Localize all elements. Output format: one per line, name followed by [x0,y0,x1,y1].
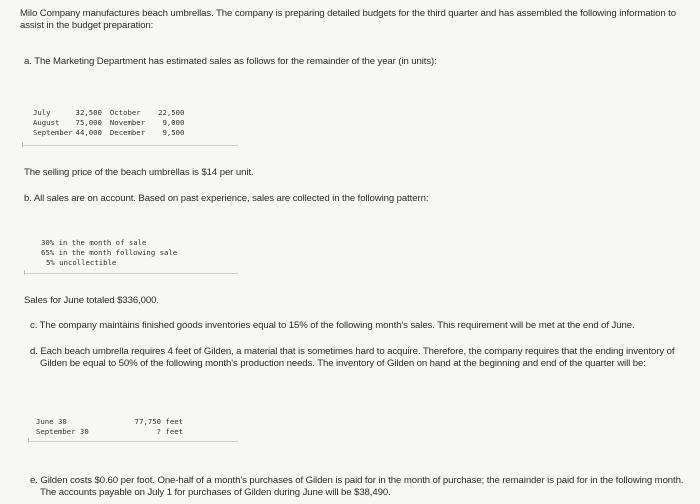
table-divider [22,145,238,146]
units-cell: 75,000 [75,118,102,127]
intro-paragraph: Milo Company manufactures beach umbrellas. The company is preparing detailed budgets for the third quarter and has assembled the following information to assist in the budget preparation: [20,8,676,31]
item-e-text: e. Gilden costs $0.60 per foot. One-half of a month's purchases of Gilden is paid for in the month of purchase; the remainder is paid for in the following month. The accounts payable on July 1 for purchases of Gilden during June will be $38,490. [30,475,684,498]
table-row [33,128,187,138]
month-cell: July [33,108,51,117]
gilden-divider [28,441,238,442]
units-cell: 44,000 [75,128,102,137]
collection-divider [24,273,238,274]
gilden-value: 77,750 feet [134,417,183,426]
item-a-text: a. The Marketing Department has estimated sales as follows for the remainder of the year (in units): [24,56,437,67]
month-cell: November [109,118,146,127]
collection-line: 30% in the month of sale [41,238,147,247]
collection-line: 5% uncollectible [46,258,117,267]
sales-forecast-table [33,108,187,138]
units-cell: 9,500 [162,128,185,137]
month-cell: October [109,108,141,117]
month-cell: September [33,128,73,137]
month-cell: August [33,118,60,127]
june-sales-text: Sales for June totaled $336,000. [24,295,159,306]
table-row [33,108,187,118]
gilden-value: ? feet [156,427,183,436]
collection-line: 65% in the month following sale [41,248,178,257]
units-cell: 32,500 [75,108,102,117]
units-cell: 9,000 [162,118,185,127]
month-cell: December [109,128,146,137]
item-c-text: c. The company maintains finished goods inventories equal to 15% of the following month's sales. This requirement will be met at the end of June. [30,320,635,331]
price-text: The selling price of the beach umbrellas is $14 per unit. [24,167,254,178]
item-d-text: d. Each beach umbrella requires 4 feet of Gilden, a material that is sometimes hard to acquire. Therefore, the company requires that the ending inventory of Gilden be equal to 50% of the following month's production needs. The inventory of Gilden on hand at the beginning and end of the quarter will be: [30,346,675,369]
units-cell: 22,500 [158,108,185,117]
gilden-label: September 30 [36,427,89,436]
gilden-label: June 30 [36,417,67,426]
item-b-text: b. All sales are on account. Based on past experience, sales are collected in the following pattern: [24,193,429,204]
table-row [33,118,187,128]
